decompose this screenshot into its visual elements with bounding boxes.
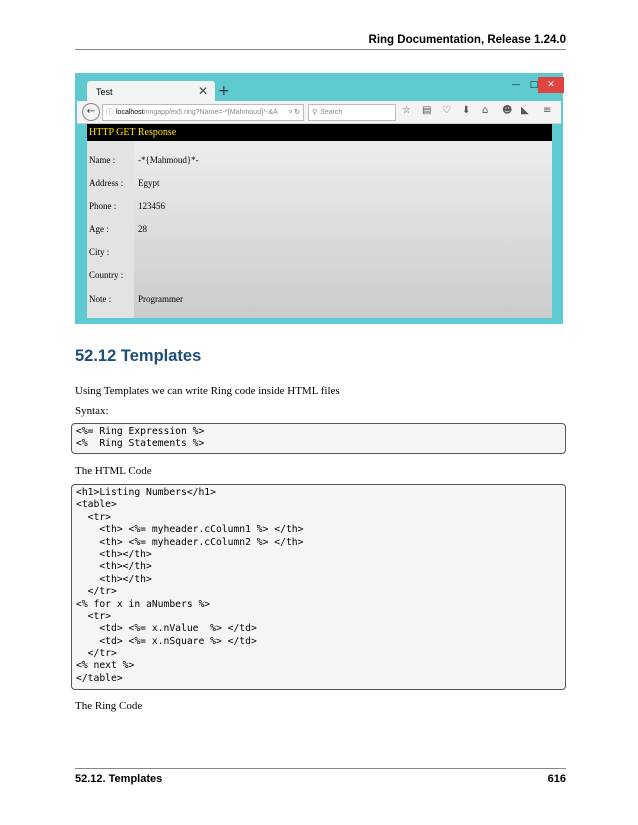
search-placeholder: Search xyxy=(320,109,343,116)
code-line: <td> <%= x.nSquare %> </td> xyxy=(76,635,257,647)
code-line: <th></th> xyxy=(76,561,152,573)
field-label: Phone : xyxy=(89,201,117,211)
extension-icon[interactable]: ◣ xyxy=(521,105,529,116)
value-column xyxy=(134,141,552,318)
page-content xyxy=(87,124,552,318)
browser-tab[interactable] xyxy=(87,81,215,103)
download-icon[interactable]: ⬇ xyxy=(462,105,471,116)
bookmark-star-icon[interactable]: ☆ xyxy=(402,105,411,116)
code-line: <table> xyxy=(76,499,117,511)
code-line: <%= Ring Expression %> xyxy=(76,426,205,437)
field-label: City : xyxy=(89,247,110,257)
chat-icon[interactable]: ☻ xyxy=(502,105,513,116)
code-line: <td> <%= x.nValue %> </td> xyxy=(76,623,257,635)
browser-tab-bar xyxy=(77,75,561,101)
home-icon[interactable]: ⌂ xyxy=(482,105,489,116)
field-label: Country : xyxy=(89,270,124,280)
code-line: <th> <%= myheader.cColumn2 %> </th> xyxy=(76,536,304,548)
syntax-label: Syntax: xyxy=(75,405,109,417)
code-line: <% next %> xyxy=(76,660,135,672)
code-line: </tr> xyxy=(76,648,117,660)
code-line: </table> xyxy=(76,672,123,684)
code-line: <h1>Listing Numbers</h1> xyxy=(76,487,216,498)
tab-title: Test xyxy=(96,87,113,97)
code-line: <% for x in aNumbers %> xyxy=(76,598,211,610)
browser-screenshot xyxy=(75,73,563,324)
globe-icon: ⓘ xyxy=(106,108,113,116)
field-value: 123456 xyxy=(138,201,165,211)
field-label: Address : xyxy=(89,178,124,188)
syntax-code-block xyxy=(71,423,566,454)
tab-close-icon[interactable]: ✕ xyxy=(197,84,208,98)
field-label: Name : xyxy=(89,155,116,165)
url-host: localhost xyxy=(116,109,144,116)
field-value: Egypt xyxy=(138,178,160,188)
code-line: <th></th> xyxy=(76,548,152,560)
code-line: <tr> xyxy=(76,610,111,622)
search-icon: ⚲ xyxy=(312,108,318,116)
search-input[interactable] xyxy=(308,104,396,121)
field-label: Age : xyxy=(89,224,109,234)
menu-icon[interactable]: ≡ xyxy=(543,105,552,116)
code-line: </tr> xyxy=(76,586,117,598)
new-tab-icon[interactable]: + xyxy=(218,83,230,99)
footer-section: 52.12. Templates xyxy=(75,773,163,785)
header-rule xyxy=(75,49,566,50)
back-arrow-icon[interactable]: ← xyxy=(82,103,100,121)
field-value: -*{Mahmoud}*- xyxy=(138,155,199,165)
intro-paragraph: Using Templates we can write Ring code inside HTML files xyxy=(75,385,340,397)
reload-icon[interactable]: ▿ ↻ xyxy=(288,109,300,116)
ring-code-label: The Ring Code xyxy=(75,700,143,712)
code-line: <th> <%= myheader.cColumn1 %> </th> xyxy=(76,524,304,536)
running-header: Ring Documentation, Release 1.24.0 xyxy=(368,34,566,46)
response-title-bar: HTTP GET Response xyxy=(87,124,552,141)
html-code-block xyxy=(71,484,566,690)
address-bar[interactable] xyxy=(102,104,304,121)
code-line: <th></th> xyxy=(76,573,152,585)
html-code-label: The HTML Code xyxy=(75,465,152,477)
page-number: 616 xyxy=(547,773,566,785)
field-value: 28 xyxy=(138,224,147,234)
code-line: <tr> xyxy=(76,511,111,523)
window-close-icon[interactable]: ✕ xyxy=(538,77,564,93)
url-path: /ringapp/ex5.ring?Name=-*{Mahmoud}*-&A xyxy=(143,109,278,116)
pocket-icon[interactable]: ♡ xyxy=(442,105,451,116)
footer-rule xyxy=(75,768,566,769)
browser-nav-bar xyxy=(77,101,561,124)
reading-list-icon[interactable]: ▤ xyxy=(422,105,432,116)
section-heading: 52.12 Templates xyxy=(75,347,202,365)
minimize-icon[interactable]: — xyxy=(511,80,521,90)
maximize-icon[interactable]: □ xyxy=(529,80,539,90)
field-value: Programmer xyxy=(138,294,183,304)
code-line: <% Ring Statements %> xyxy=(76,438,205,450)
field-label: Note : xyxy=(89,294,112,304)
